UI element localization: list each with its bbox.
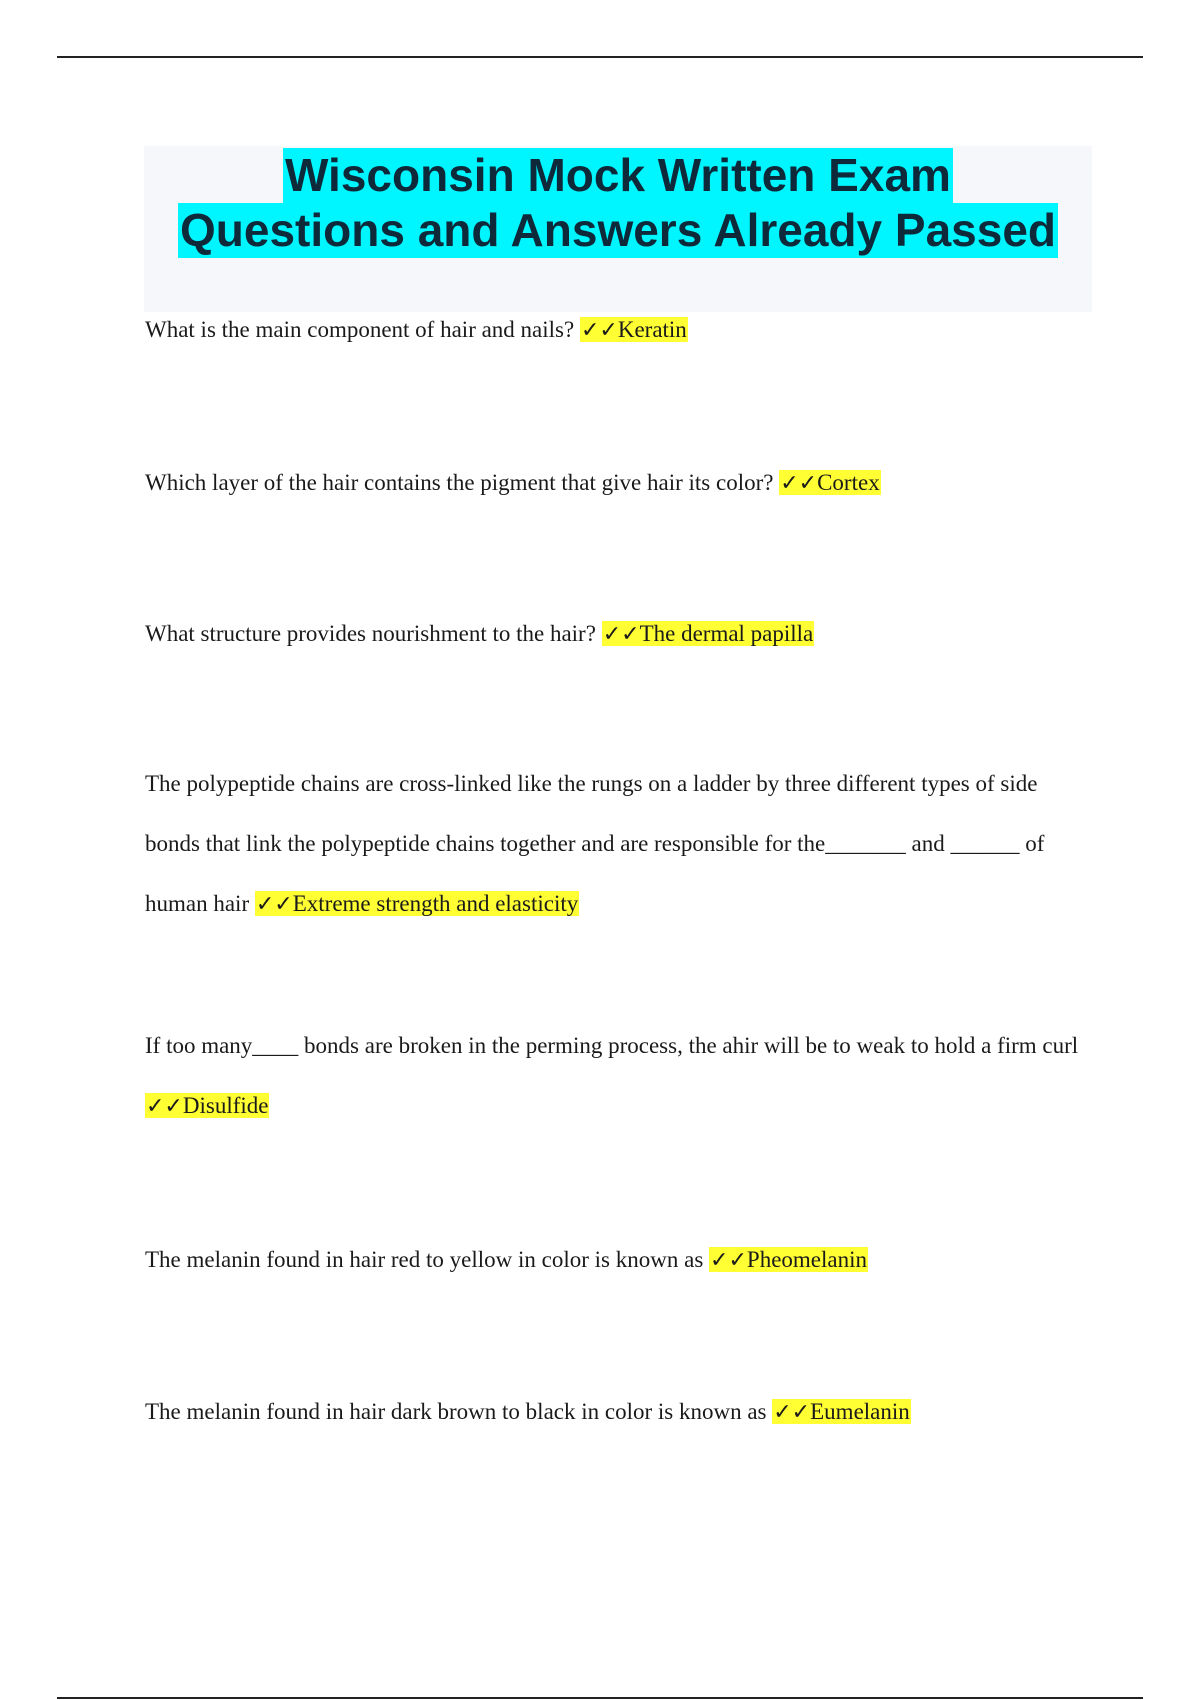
answer-text: The dermal papilla <box>639 621 814 646</box>
question-text: What structure provides nourishment to the hair? <box>145 621 602 646</box>
question-text: What is the main component of hair and nails? <box>145 317 580 342</box>
answer-text: Extreme strength and elasticity <box>292 891 579 916</box>
answer-highlight <box>255 891 579 916</box>
qa-item-5 <box>145 1016 1090 1137</box>
top-rule <box>57 56 1143 58</box>
title-line-2: Questions and Answers Already Passed <box>179 204 1057 256</box>
answer-text: Eumelanin <box>810 1399 910 1424</box>
title-line-1: Wisconsin Mock Written Exam <box>285 149 951 201</box>
question-text: The melanin found in hair dark brown to black in color is known as <box>145 1399 773 1424</box>
question-text: Which layer of the hair contains the pigment that give hair its color? <box>145 470 780 495</box>
qa-item-1 <box>145 300 1090 361</box>
answer-highlight <box>602 621 815 646</box>
question-text: The polypeptide chains are cross-linked like the rungs on a ladder by three different types of side bonds that link the polypeptide chains together and are responsible for the_______ and ______ of human hair <box>145 771 1045 916</box>
qa-item-7 <box>145 1382 1090 1443</box>
double-check-icon: ✓✓ <box>780 471 818 496</box>
answer-highlight <box>772 1399 911 1424</box>
qa-item-4 <box>145 754 1090 935</box>
qa-item-6 <box>145 1230 1090 1291</box>
answer-text: Cortex <box>817 470 880 495</box>
answer-highlight <box>709 1247 868 1272</box>
double-check-icon: ✓✓ <box>710 1248 747 1273</box>
answer-text: Disulfide <box>182 1093 269 1118</box>
answer-highlight <box>779 470 880 495</box>
double-check-icon: ✓✓ <box>773 1400 811 1425</box>
question-text: If too many____ bonds are broken in the perming process, the ahir will be to weak to hold a firm curl <box>145 1033 1079 1058</box>
double-check-icon: ✓✓ <box>602 622 640 647</box>
answer-highlight <box>580 317 688 342</box>
answer-text: Pheomelanin <box>746 1247 867 1272</box>
double-check-icon: ✓✓ <box>580 318 618 343</box>
question-text: The melanin found in hair red to yellow in color is known as <box>145 1247 710 1272</box>
document-title <box>144 146 1092 312</box>
double-check-icon: ✓✓ <box>255 892 293 917</box>
answer-highlight <box>145 1093 269 1118</box>
double-check-icon: ✓✓ <box>146 1094 183 1119</box>
bottom-rule <box>57 1697 1143 1699</box>
qa-item-3 <box>145 604 1090 665</box>
answer-text: Keratin <box>617 317 687 342</box>
qa-item-2 <box>145 453 1090 514</box>
